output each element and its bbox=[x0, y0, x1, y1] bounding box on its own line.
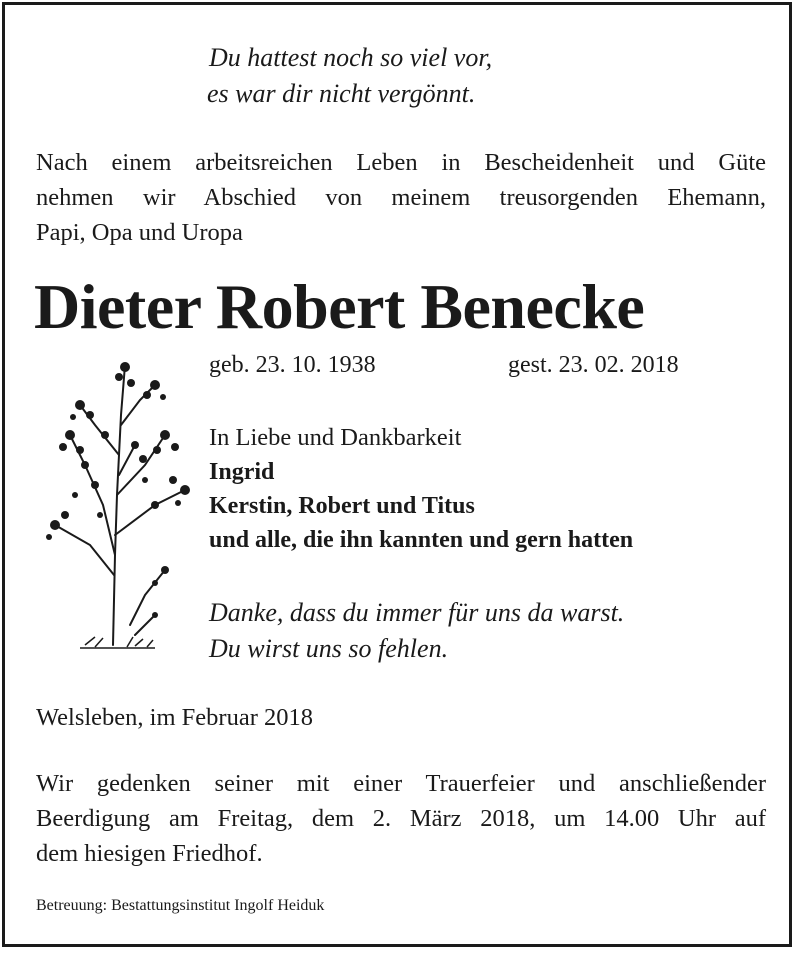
deceased-name: Dieter Robert Benecke bbox=[34, 271, 645, 342]
mourner-spouse: Ingrid bbox=[209, 459, 275, 485]
mourner-family: Kerstin, Robert und Titus bbox=[209, 493, 475, 519]
undertaker-credit: Betreuung: Bestattungsinstitut Ingolf Heiduk bbox=[36, 897, 325, 914]
mourner-all: und alle, die ihn kannten und gern hatten bbox=[209, 527, 634, 553]
thanks-line-1: Danke, dass du immer für uns da warst. bbox=[209, 598, 625, 627]
funeral-paragraph bbox=[36, 766, 766, 871]
thanks-line-2: Du wirst uns so fehlen. bbox=[209, 634, 449, 663]
motto-line-2: es war dir nicht vergönnt. bbox=[207, 79, 476, 108]
funeral-line-3: dem hiesigen Friedhof. bbox=[36, 840, 263, 867]
mourners-intro: In Liebe und Dankbarkeit bbox=[209, 424, 462, 451]
birth-date: geb. 23. 10. 1938 bbox=[209, 352, 376, 378]
place-date: Welsleben, im Februar 2018 bbox=[36, 704, 313, 731]
funeral-line-2: Beerdigung am Freitag, dem 2. März 2018, um 14.00 Uhr auf bbox=[36, 805, 766, 832]
death-date: gest. 23. 02. 2018 bbox=[508, 352, 679, 378]
intro-paragraph bbox=[36, 145, 766, 250]
motto-line-1: Du hattest noch so viel vor, bbox=[209, 43, 493, 72]
intro-line-1: Nach einem arbeitsreichen Leben in Bescheidenheit und Güte bbox=[36, 149, 766, 176]
funeral-line-1: Wir gedenken seiner mit einer Trauerfeier und anschließender bbox=[36, 770, 766, 797]
intro-line-2: nehmen wir Abschied von meinem treusorgenden Ehemann, bbox=[36, 184, 766, 211]
intro-line-3: Papi, Opa und Uropa bbox=[36, 219, 243, 246]
tree-illustration-icon bbox=[35, 355, 195, 655]
